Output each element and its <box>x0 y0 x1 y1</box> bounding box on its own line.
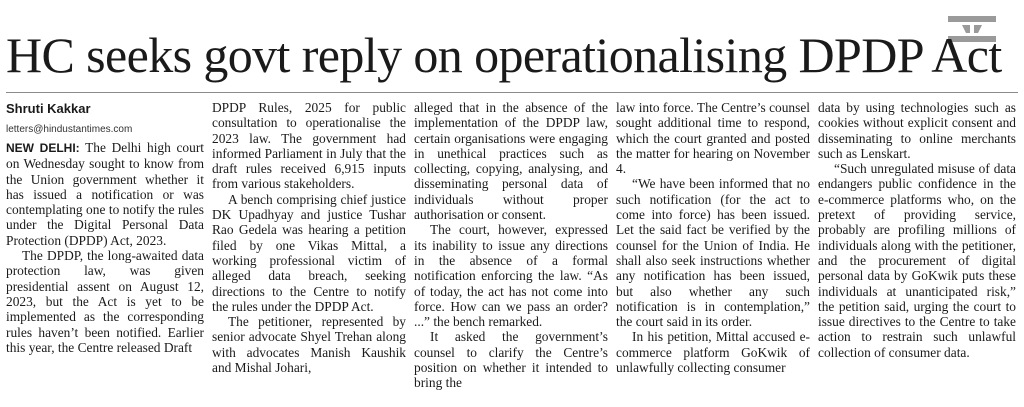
column-1 <box>6 100 208 404</box>
paragraph: The court, however, expressed its inability to issue any directions in the absence of a formal notification enforcing the law. “As of today, the act has not come into force. How can we pass an order? ...” the bench remarked. <box>414 222 608 330</box>
paragraph: It asked the government’s counsel to clarify the Centre’s position on whether it intended to bring the <box>414 329 608 391</box>
paragraph: law into force. The Centre’s counsel sought additional time to respond, which the court granted and posted the matter for hearing on November 4. <box>616 100 810 177</box>
headline-rule <box>6 92 1018 93</box>
paragraph: The petitioner, represented by senior advocate Shyel Trehan along with advocates Manish Kaushik and Mishal Johari, <box>212 314 406 376</box>
paragraph: “We have been informed that no such notification (for the act to come into force) has been issued. Let the said fact be verified by the counsel for the Union of India. He shall also seek instructions whether any notification has been issued, but also whether any such notification is in contemplation,” the court said in its order. <box>616 176 810 330</box>
article-body <box>6 100 1018 404</box>
headline: HC seeks govt reply on operationalising DPDP Act <box>6 27 1002 83</box>
column-2 <box>208 100 410 404</box>
paragraph: alleged that in the absence of the implementation of the DPDP law, certain organisations were engaging in unethical practices such as collecting, copying, analysing, and disseminating personal data of individuals without proper authorisation or consent. <box>414 100 608 223</box>
column-3 <box>410 100 612 404</box>
byline-author: Shruti Kakkar <box>6 101 91 116</box>
column-4 <box>612 100 814 404</box>
paragraph: The DPDP, the long-awaited data protection law, was given presidential assent on August 12, 2023, but the Act is yet to be implemented as the corresponding rules haven’t been notified. Earlier this year, the Centre released Draft <box>6 248 204 355</box>
paragraph-text: The Delhi high court on Wednesday sought to know from the Union government whether it has issued a notification or was contemplating one to notify the rules under the Digital Personal Data Protection (DPDP) Act, 2023. <box>6 140 204 248</box>
paragraph: In his petition, Mittal accused e-commerce platform GoKwik of unlawfully collecting consumer <box>616 329 810 376</box>
paragraph <box>6 140 204 248</box>
paragraph: “Such unregulated misuse of data endangers public confidence in the e-commerce platforms who, on the pretext of providing service, probably are profiling millions of individuals along with the petitioner, and the procurement of digital personal data by GoKwik puts these individuals at unanticipated risk,” the petition said, urging the court to issue directives to the Centre to take action to restrain such unlawful collection of consumer data. <box>818 161 1016 360</box>
column-5 <box>814 100 1016 404</box>
paragraph: A bench comprising chief justice DK Upadhyay and justice Tushar Rao Gedela was hearing a petition filed by one Vikas Mittal, a working professional victim of alleged data breach, seeking directions to the Centre to notify the rules under the DPDP Act. <box>212 191 406 314</box>
paragraph: data by using technologies such as cookies without explicit consent and disseminating to online merchants such as Lenskart. <box>818 100 1016 161</box>
byline-email: letters@hindustantimes.com <box>6 124 133 135</box>
paragraph: DPDP Rules, 2025 for public consultation to operationalise the 2023 law. The government had informed Parliament in July that the draft rules received 6,915 inputs from various stakeholders. <box>212 100 406 192</box>
dateline: NEW DELHI: <box>6 141 80 155</box>
